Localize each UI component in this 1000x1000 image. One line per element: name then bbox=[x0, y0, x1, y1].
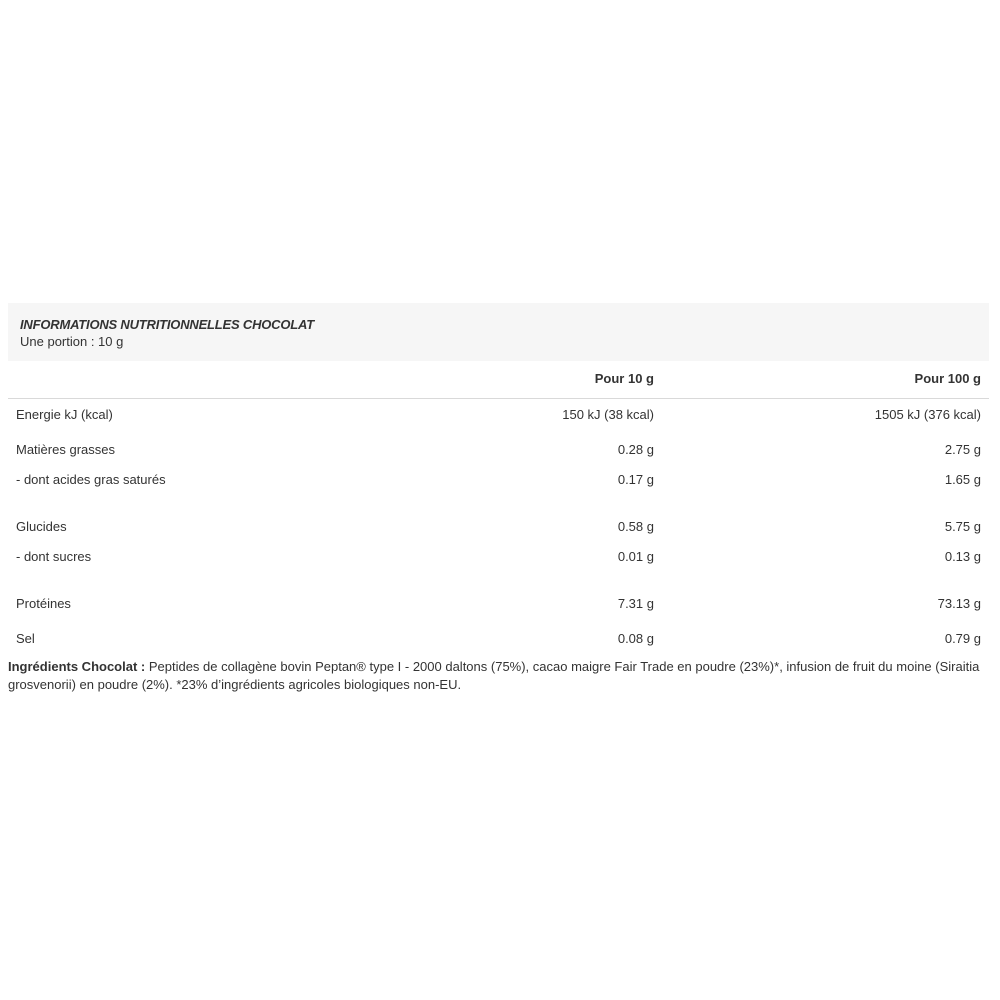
row-value-per-10g: 150 kJ (38 kcal) bbox=[562, 407, 654, 422]
row-value-per-100g: 5.75 g bbox=[944, 519, 981, 534]
column-header-per-100g: Pour 100 g bbox=[914, 371, 981, 386]
row-label: - dont sucres bbox=[16, 549, 92, 564]
row-value-per-100g: 1505 kJ (376 kcal) bbox=[874, 407, 981, 422]
row-label: - dont acides gras saturés bbox=[16, 472, 166, 487]
row-value-per-10g: 0.17 g bbox=[617, 472, 654, 487]
row-label: Glucides bbox=[16, 519, 67, 534]
table-row-sucres bbox=[8, 549, 989, 579]
table-row-energie bbox=[8, 407, 989, 437]
panel-title: INFORMATIONS NUTRITIONNELLES CHOCOLAT bbox=[20, 317, 314, 332]
row-value-per-10g: 0.28 g bbox=[617, 442, 654, 457]
row-label: Matières grasses bbox=[16, 442, 115, 457]
row-value-per-100g: 73.13 g bbox=[937, 596, 981, 611]
table-row-sel bbox=[8, 631, 989, 661]
row-value-per-10g: 7.31 g bbox=[617, 596, 654, 611]
nutrition-panel bbox=[8, 303, 989, 646]
table-row-glucides bbox=[8, 519, 989, 549]
table-header-row bbox=[8, 361, 989, 399]
row-value-per-100g: 0.13 g bbox=[944, 549, 981, 564]
row-label: Energie kJ (kcal) bbox=[16, 407, 113, 422]
ingredients-text: Peptides de collagène bovin Peptan® type I - 2000 daltons (75%), cacao maigre Fair Trade en poudre (23%)*, infusion de fruit du moine (Siraitia grosvenorii) en poudre (2%). *23% d’ingrédients agricoles biologiques non-EU. bbox=[8, 659, 980, 692]
table-row-proteines bbox=[8, 596, 989, 626]
row-value-per-10g: 0.58 g bbox=[617, 519, 654, 534]
table-row-acides-gras-satures bbox=[8, 472, 989, 502]
table-row-matieres-grasses bbox=[8, 442, 989, 472]
column-header-per-10g: Pour 10 g bbox=[594, 371, 654, 386]
row-label: Protéines bbox=[16, 596, 71, 611]
row-value-per-10g: 0.01 g bbox=[617, 549, 654, 564]
row-value-per-10g: 0.08 g bbox=[617, 631, 654, 646]
ingredients-paragraph bbox=[8, 658, 988, 694]
row-value-per-100g: 2.75 g bbox=[944, 442, 981, 457]
portion-size: Une portion : 10 g bbox=[20, 334, 124, 349]
row-value-per-100g: 0.79 g bbox=[944, 631, 981, 646]
row-label: Sel bbox=[16, 631, 35, 646]
row-value-per-100g: 1.65 g bbox=[944, 472, 981, 487]
panel-header bbox=[8, 303, 989, 361]
ingredients-label: Ingrédients Chocolat : bbox=[8, 659, 146, 674]
